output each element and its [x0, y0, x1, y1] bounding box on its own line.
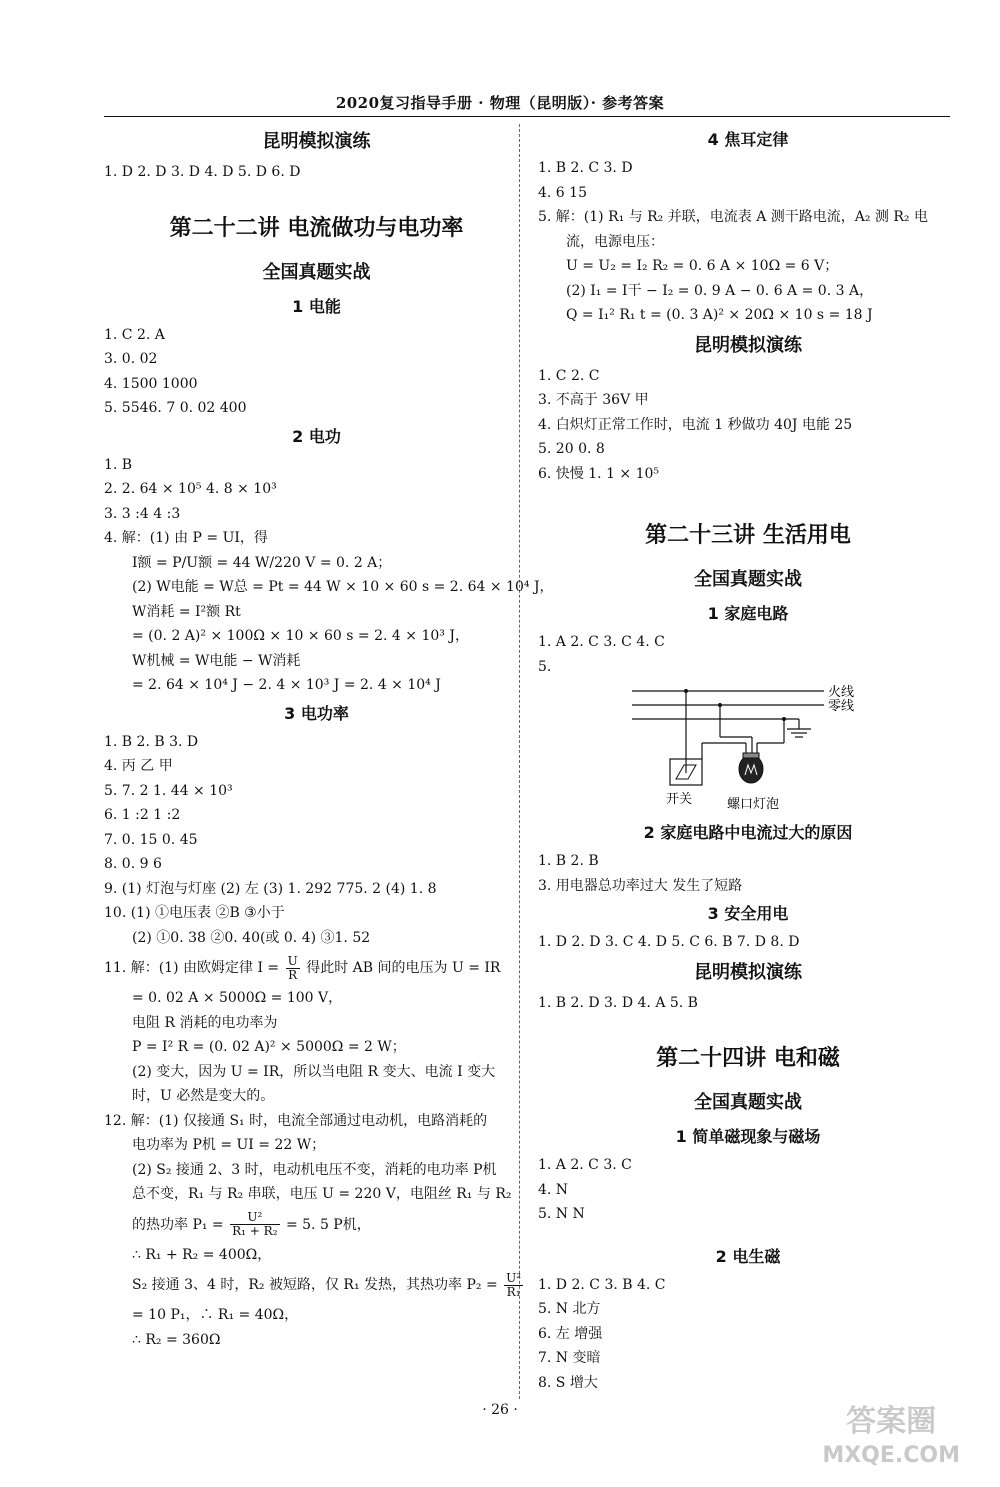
subsection-title: 1 家庭电路	[707, 604, 789, 623]
live-wire-label: 火线	[828, 685, 855, 700]
answer-line: I额 = P/U额 = 44 W/220 V = 0. 2 A；	[132, 554, 392, 571]
answer-line: 1. B 2. D 3. D 4. A 5. B	[538, 994, 698, 1011]
section-title: 昆明模拟演练	[262, 131, 371, 152]
answer-line: 2. 2. 64 × 10⁵ 4. 8 × 10³	[104, 481, 277, 497]
answer-line: 1. C 2. A	[104, 326, 165, 343]
watermark-logo	[822, 1405, 960, 1473]
answer-line: 7. 0. 15 0. 45	[104, 831, 198, 848]
text: 得此时 AB 间的电压为 U = IR	[306, 960, 501, 976]
text: = 5. 5 P机，	[285, 1216, 371, 1233]
header-rule	[104, 116, 950, 117]
subsection-title: 2 电生磁	[715, 1246, 781, 1266]
section-title: 昆明模拟演练	[694, 334, 802, 356]
answer-line: W消耗 = I²额 Rt	[132, 603, 241, 620]
answer-line: 8. S 增大	[538, 1374, 598, 1391]
answer-line: = 2. 64 × 10⁴ J − 2. 4 × 10³ J = 2. 4 × 10⁴ J	[132, 677, 441, 693]
answer-line: 3. 0. 02	[104, 351, 158, 367]
answer-line: 12. 解：(1) 仅接通 S₁ 时，电流全部通过电动机，电路消耗的	[104, 1112, 488, 1129]
answer-line: 电阻 R 消耗的电功率为	[132, 1014, 278, 1031]
fraction	[230, 1211, 279, 1238]
answer-line: (2) ①0. 38 ②0. 40(或 0. 4) ③1. 52	[132, 929, 371, 946]
answer-line: 6. 左 增强	[538, 1325, 603, 1342]
section-title: 全国真题实战	[262, 261, 371, 283]
household-circuit-diagram	[624, 683, 874, 811]
bulb-label: 螺口灯泡	[727, 797, 780, 811]
chapter-title: 第二十二讲 电流做功与电功率	[169, 215, 464, 241]
answer-line: 时，U 必然是变大的。	[132, 1088, 275, 1104]
answer-line: 3. 3 :4 4 :3	[104, 505, 181, 522]
answer-line: = 10 P₁，∴ R₁ = 40Ω，	[132, 1307, 299, 1323]
answer-line: 1. A 2. C 3. C 4. C	[538, 634, 665, 650]
answer-line: 5. 20 0. 8	[538, 441, 605, 457]
answer-line: 4. 白炽灯正常工作时，电流 1 秒做功 40J 电能 25	[538, 416, 853, 433]
answer-line: = (0. 2 A)² × 100Ω × 10 × 60 s = 2. 4 × 10³ J，	[132, 628, 469, 644]
chapter-title: 第二十四讲 电和磁	[656, 1046, 840, 1071]
answer-line: 10. (1) ①电压表 ②B ③小于	[104, 905, 285, 921]
answer-line: ∴ R₂ = 360Ω	[132, 1331, 221, 1348]
answer-line: 5. 7. 2 1. 44 × 10³	[104, 782, 233, 799]
answer-line: 1. B 2. C 3. D	[538, 160, 633, 176]
answer-line: (2) I₁ = I干 − I₂ = 0. 9 A − 0. 6 A = 0. 3 A，	[566, 282, 874, 299]
answer-line: U = U₂ = I₂ R₂ = 0. 6 A × 10Ω = 6 V；	[566, 258, 839, 274]
answer-line: (2) 变大，因为 U = IR，所以当电阻 R 变大、电流 I 变大	[132, 1063, 496, 1080]
answer-line: 总不变，R₁ 与 R₂ 串联，电压 U = 220 V，电阻丝 R₁ 与 R₂	[132, 1186, 512, 1202]
answer-line: 4. 1500 1000	[104, 375, 198, 392]
answer-line-fraction	[104, 1207, 529, 1243]
answer-line: 9. (1) 灯泡与灯座 (2) 左 (3) 1. 292 775. 2 (4) 1. 8	[104, 880, 437, 897]
subsection-title: 1 简单磁现象与磁场	[675, 1127, 821, 1146]
answer-line: Q = I₁² R₁ t = (0. 3 A)² × 20Ω × 10 s = 18 J	[566, 307, 873, 323]
answer-line-fraction	[104, 950, 529, 986]
answer-line: 5.	[538, 658, 552, 675]
subsection-title: 1 电能	[292, 296, 341, 316]
subsection-title: 4 焦耳定律	[707, 130, 789, 149]
fraction-denominator: R₁	[506, 1284, 521, 1299]
answer-line: (2) S₂ 接通 2、3 时，电动机电压不变，消耗的电功率 P机	[132, 1161, 497, 1178]
section-title: 昆明模拟演练	[694, 961, 802, 983]
answer-line: 1. B 2. B 3. D	[104, 733, 199, 750]
section-title: 全国真题实战	[694, 1092, 802, 1113]
subsection-title: 3 安全用电	[707, 904, 789, 923]
answer-line: 4. 解：(1) 由 P = UI，得	[104, 530, 268, 546]
answer-line: (2) W电能 = W总 = Pt = 44 W × 10 × 60 s = 2. 64 × 10⁴ J，	[132, 579, 554, 595]
answer-line: 6. 快慢 1. 1 × 10⁵	[538, 465, 660, 482]
fraction-denominator: R₁ + R₂	[232, 1224, 278, 1238]
answer-line: 1. D 2. D 3. D 4. D 5. D 6. D	[104, 164, 301, 180]
subsection-title: 3 电功率	[284, 703, 349, 723]
text: S₂ 接通 3、4 时，R₂ 被短路，仅 R₁ 发热，其热功率 P₂ =	[132, 1277, 498, 1293]
chapter-title: 第二十三讲 生活用电	[645, 523, 851, 548]
neutral-wire-label: 零线	[828, 699, 855, 714]
answer-line: 1. D 2. C 3. B 4. C	[538, 1276, 666, 1293]
right-column	[538, 124, 958, 1395]
answer-line: 8. 0. 9 6	[104, 856, 162, 872]
spacer	[538, 1227, 958, 1241]
answer-line: 5. N N	[538, 1206, 585, 1222]
answer-line: 7. N 变暗	[538, 1350, 601, 1366]
answer-line: 1. B 2. B	[538, 853, 599, 869]
fraction-numerator: U	[287, 953, 298, 968]
answer-line: 1. A 2. C 3. C	[538, 1157, 632, 1173]
fraction-denominator: R	[288, 967, 298, 982]
section-title: 全国真题实战	[694, 569, 802, 590]
fraction	[286, 955, 300, 982]
answer-line: 1. C 2. C	[538, 367, 600, 384]
answer-line-fraction	[104, 1267, 529, 1303]
fraction-numerator: U²	[506, 1270, 522, 1285]
answer-line: 5. 解：(1) R₁ 与 R₂ 并联，电流表 A 测干路电流，A₂ 测 R₂ 电	[538, 209, 928, 225]
fraction	[504, 1272, 523, 1299]
answer-line: 6. 1 :2 1 :2	[104, 807, 181, 823]
page-number: · 26 ·	[482, 1402, 518, 1418]
answer-line: 流，电源电压：	[566, 233, 664, 250]
page-header: 2020复习指导手册 · 物理（昆明版）· 参考答案	[335, 94, 665, 112]
answer-line: 4. N	[538, 1181, 569, 1198]
answer-line: P = I² R = (0. 02 A)² × 5000Ω = 2 W；	[132, 1039, 406, 1055]
subsection-title: 2 电功	[292, 426, 341, 446]
answer-line: = 0. 02 A × 5000Ω = 100 V，	[132, 990, 343, 1006]
subsection-title: 2 家庭电路中电流过大的原因	[643, 823, 853, 842]
answer-line: 1. D 2. D 3. C 4. D 5. C 6. B 7. D 8. D	[538, 934, 800, 950]
switch-label: 开关	[666, 792, 693, 807]
answer-line: 5. N 北方	[538, 1301, 601, 1317]
watermark-url: MXQE.COM	[822, 1443, 960, 1468]
text: 的热功率 P₁ =	[132, 1216, 224, 1233]
answer-line: 3. 用电器总功率过大 发生了短路	[538, 877, 743, 894]
text: 11. 解：(1) 由欧姆定律 I =	[104, 960, 280, 976]
answer-line: 4. 6 15	[538, 184, 587, 201]
watermark-text: 答案圈	[846, 1404, 937, 1439]
answer-line: 电功率为 P机 = UI = 22 W；	[132, 1137, 326, 1153]
answer-line: 1. B	[104, 456, 133, 473]
answer-line: 3. 不高于 36V 甲	[538, 392, 649, 408]
fraction-numerator: U²	[230, 1211, 279, 1225]
answer-line: ∴ R₁ + R₂ = 400Ω，	[132, 1246, 272, 1263]
answer-line: W机械 = W电能 − W消耗	[132, 652, 301, 669]
answer-line: 4. 丙 乙 甲	[104, 758, 173, 774]
answer-line: 5. 5546. 7 0. 02 400	[104, 400, 247, 416]
